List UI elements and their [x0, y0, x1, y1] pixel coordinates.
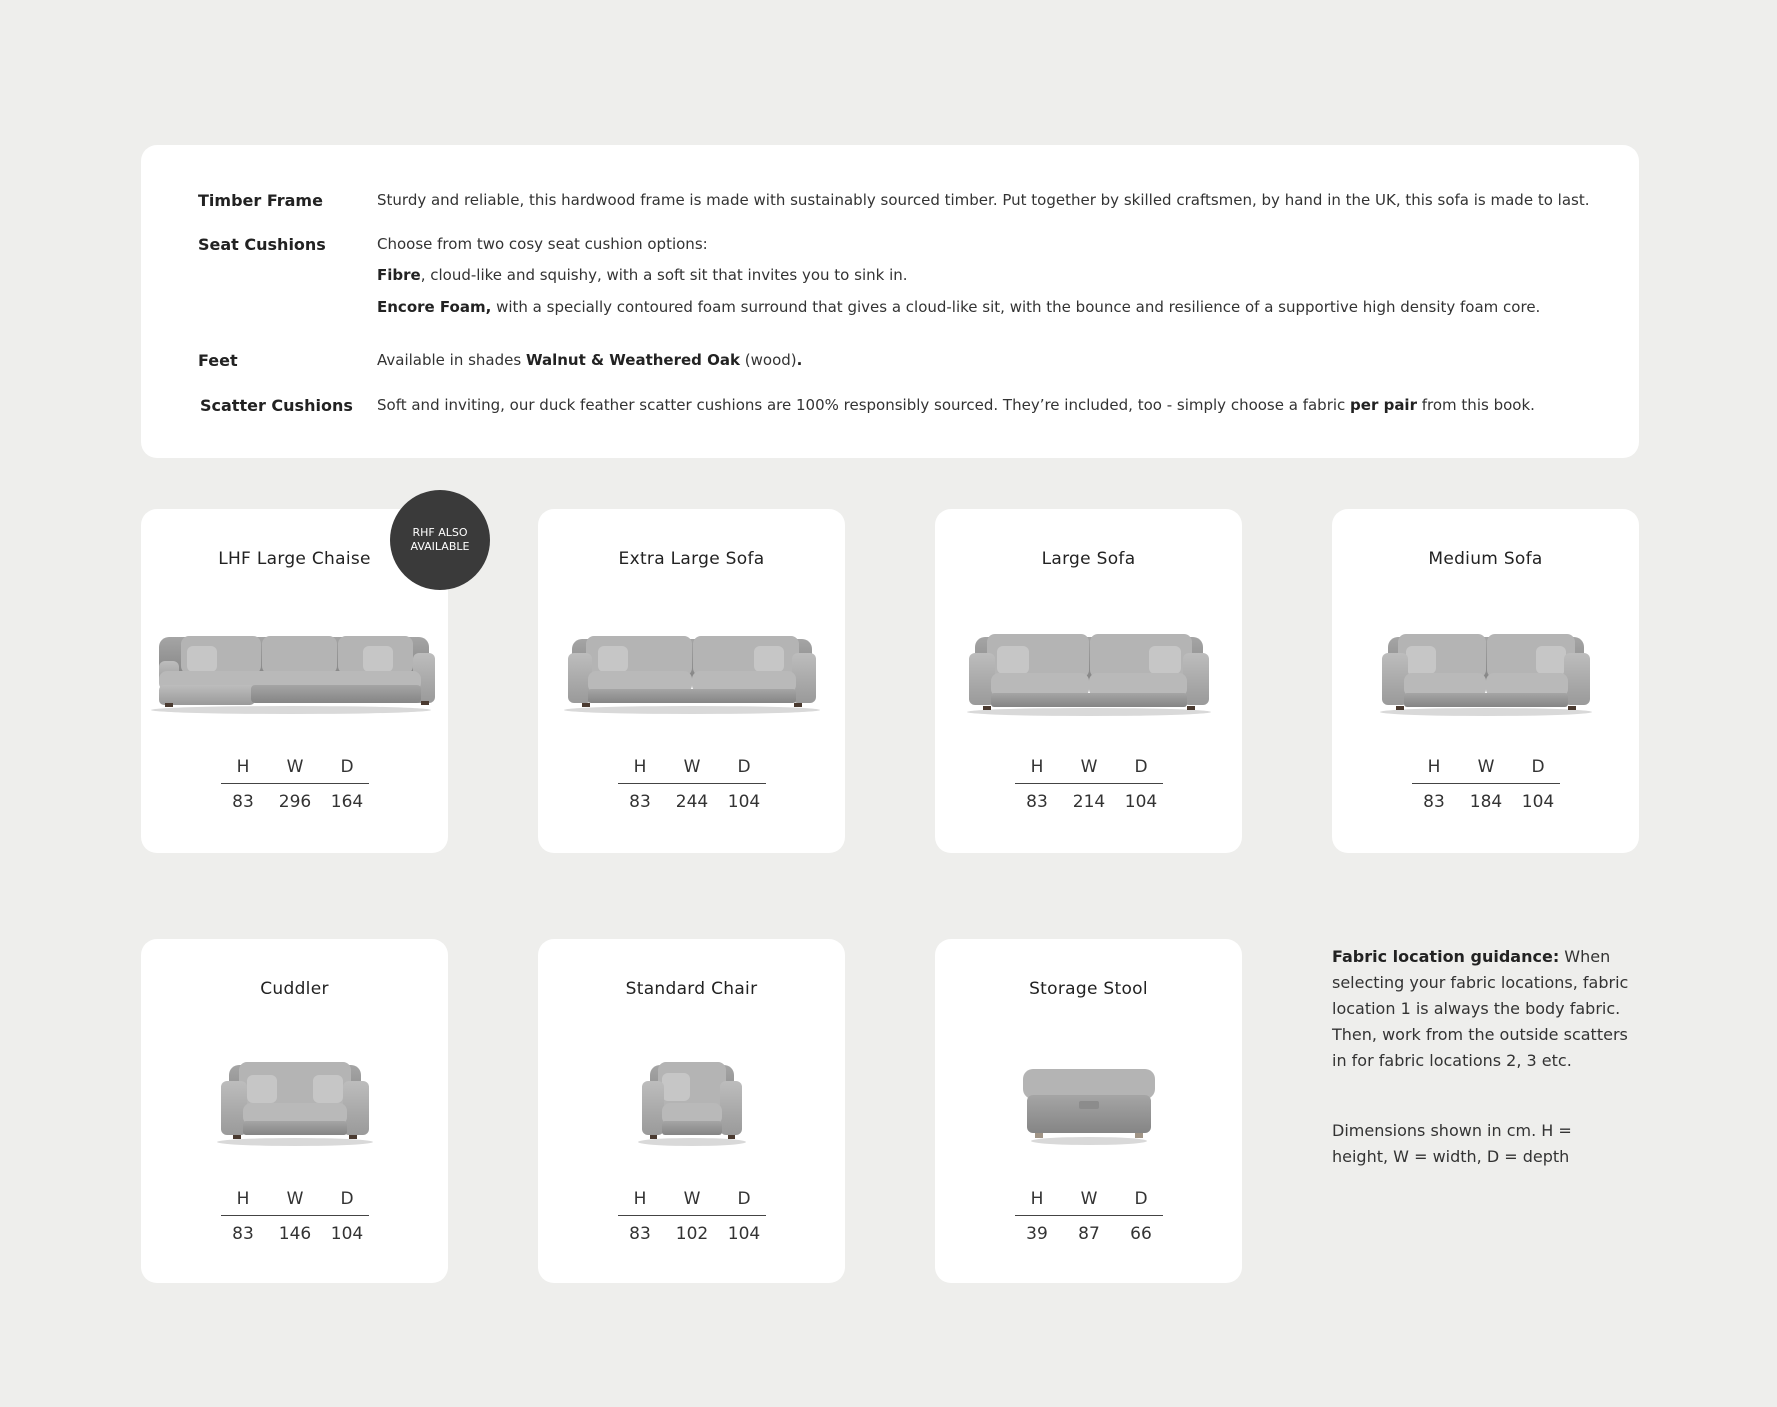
dimensions-table [618, 757, 766, 812]
scatter-pre: Soft and inviting, our duck feather scatter cushions are 100% responsibly sourced. They’re included, too - simply choose a fabric [377, 396, 1351, 414]
dim-value-d: 104 [1521, 792, 1555, 812]
fibre-text: , cloud-like and squishy, with a soft sit that invites you to sink in. [420, 266, 908, 284]
dim-header-h: H [633, 1189, 647, 1209]
dim-value-d: 66 [1130, 1224, 1152, 1244]
dim-value-w: 184 [1469, 792, 1503, 812]
rhf-also-available-badge [390, 490, 490, 590]
dim-header-w: W [286, 1189, 304, 1209]
sofa-image [538, 609, 845, 719]
chaise-sofa-image [141, 609, 448, 719]
dimensions-table [221, 1189, 369, 1244]
dim-header-h: H [1030, 1189, 1044, 1209]
guidance-heading: Fabric location guidance: [1332, 947, 1560, 966]
guidance-text: When selecting your fabric locations, fabric location 1 is always the body fabric. Then, work from the outside scatters in for fabric locations 2, 3 etc. [1332, 947, 1629, 1070]
spec-label-scatter: Scatter Cushions [200, 396, 353, 415]
dim-value-w: 87 [1078, 1224, 1100, 1244]
product-card-extra-large-sofa[interactable] [538, 509, 845, 853]
foam-bold: Encore Foam, [377, 298, 492, 316]
dim-value-h: 39 [1026, 1224, 1048, 1244]
product-title: Standard Chair [625, 979, 758, 999]
dim-header-h: H [633, 757, 647, 777]
spec-text-foam [377, 298, 1540, 316]
chair-image [538, 1049, 845, 1159]
fibre-bold: Fibre [377, 266, 421, 284]
product-title: Large Sofa [1041, 549, 1136, 569]
dimensions-table [618, 1189, 766, 1244]
dim-value-w: 214 [1072, 792, 1106, 812]
scatter-post: from this book. [1416, 396, 1535, 414]
product-card-standard-chair[interactable] [538, 939, 845, 1283]
dim-header-d: D [1134, 1189, 1148, 1209]
dim-value-d: 104 [727, 1224, 761, 1244]
feet-pre: Available in shades [377, 351, 526, 369]
dim-value-w: 146 [278, 1224, 312, 1244]
badge-line-1: RHF ALSO [412, 526, 468, 539]
product-title: Storage Stool [1029, 979, 1148, 999]
dim-value-h: 83 [629, 1224, 651, 1244]
dim-header-w: W [1477, 757, 1495, 777]
spec-text-timber: Sturdy and reliable, this hardwood frame is made with sustainably sourced timber. Put together by skilled craftsmen, by hand in the UK, this sofa is made to last. [377, 191, 1590, 209]
dim-value-h: 83 [232, 1224, 254, 1244]
spec-label-timber: Timber Frame [198, 191, 323, 210]
product-title: Cuddler [260, 979, 329, 999]
stool-image [935, 1049, 1242, 1159]
dimensions-table [221, 757, 369, 812]
dim-header-w: W [683, 757, 701, 777]
dim-header-h: H [236, 1189, 250, 1209]
dim-value-d: 104 [727, 792, 761, 812]
spec-label-feet: Feet [198, 351, 238, 370]
dim-header-d: D [737, 757, 751, 777]
dim-header-d: D [340, 757, 354, 777]
dim-header-d: D [340, 1189, 354, 1209]
dim-value-w: 296 [278, 792, 312, 812]
dim-value-h: 83 [1423, 792, 1445, 812]
feet-dot: . [796, 351, 803, 369]
dim-header-h: H [1030, 757, 1044, 777]
dim-value-d: 104 [330, 1224, 364, 1244]
dim-value-h: 83 [232, 792, 254, 812]
foam-text: with a specially contoured foam surround that gives a cloud-like sit, with the bounce and resilience of a supportive high density foam core. [491, 298, 1541, 316]
dim-header-w: W [286, 757, 304, 777]
fabric-location-guidance [1332, 944, 1632, 1074]
dim-header-w: W [1080, 1189, 1098, 1209]
product-card-large-sofa[interactable] [935, 509, 1242, 853]
dim-header-w: W [683, 1189, 701, 1209]
dim-value-d: 104 [1124, 792, 1158, 812]
dim-value-w: 244 [675, 792, 709, 812]
feet-post: (wood) [740, 351, 797, 369]
spec-label-seat: Seat Cushions [198, 235, 326, 254]
spec-text-fibre [377, 266, 908, 284]
product-card-cuddler[interactable] [141, 939, 448, 1283]
product-title: Extra Large Sofa [618, 549, 765, 569]
spec-text-seat-intro: Choose from two cosy seat cushion options: [377, 235, 708, 253]
dimensions-table [1412, 757, 1560, 812]
sofa-image [935, 609, 1242, 719]
dim-header-d: D [1134, 757, 1148, 777]
dim-header-h: H [1427, 757, 1441, 777]
dim-header-d: D [737, 1189, 751, 1209]
dim-header-w: W [1080, 757, 1098, 777]
feet-bold: Walnut & Weathered Oak [525, 351, 740, 369]
dimensions-table [1015, 757, 1163, 812]
dimensions-table [1015, 1189, 1163, 1244]
dim-value-d: 164 [330, 792, 364, 812]
product-title: LHF Large Chaise [218, 549, 371, 569]
specification-card [141, 145, 1639, 458]
scatter-bold: per pair [1350, 396, 1417, 414]
product-card-medium-sofa[interactable] [1332, 509, 1639, 853]
spec-text-scatter [377, 396, 1535, 414]
dim-header-d: D [1531, 757, 1545, 777]
product-card-storage-stool[interactable] [935, 939, 1242, 1283]
dim-header-h: H [236, 757, 250, 777]
product-title: Medium Sofa [1428, 549, 1543, 569]
badge-line-2: AVAILABLE [410, 540, 470, 553]
dimensions-note: Dimensions shown in cm. H = height, W = width, D = depth [1332, 1121, 1572, 1166]
dim-value-w: 102 [675, 1224, 709, 1244]
sofa-image [1332, 609, 1639, 719]
spec-text-feet [377, 351, 802, 369]
cuddler-image [141, 1049, 448, 1159]
dim-value-h: 83 [1026, 792, 1048, 812]
dim-value-h: 83 [629, 792, 651, 812]
